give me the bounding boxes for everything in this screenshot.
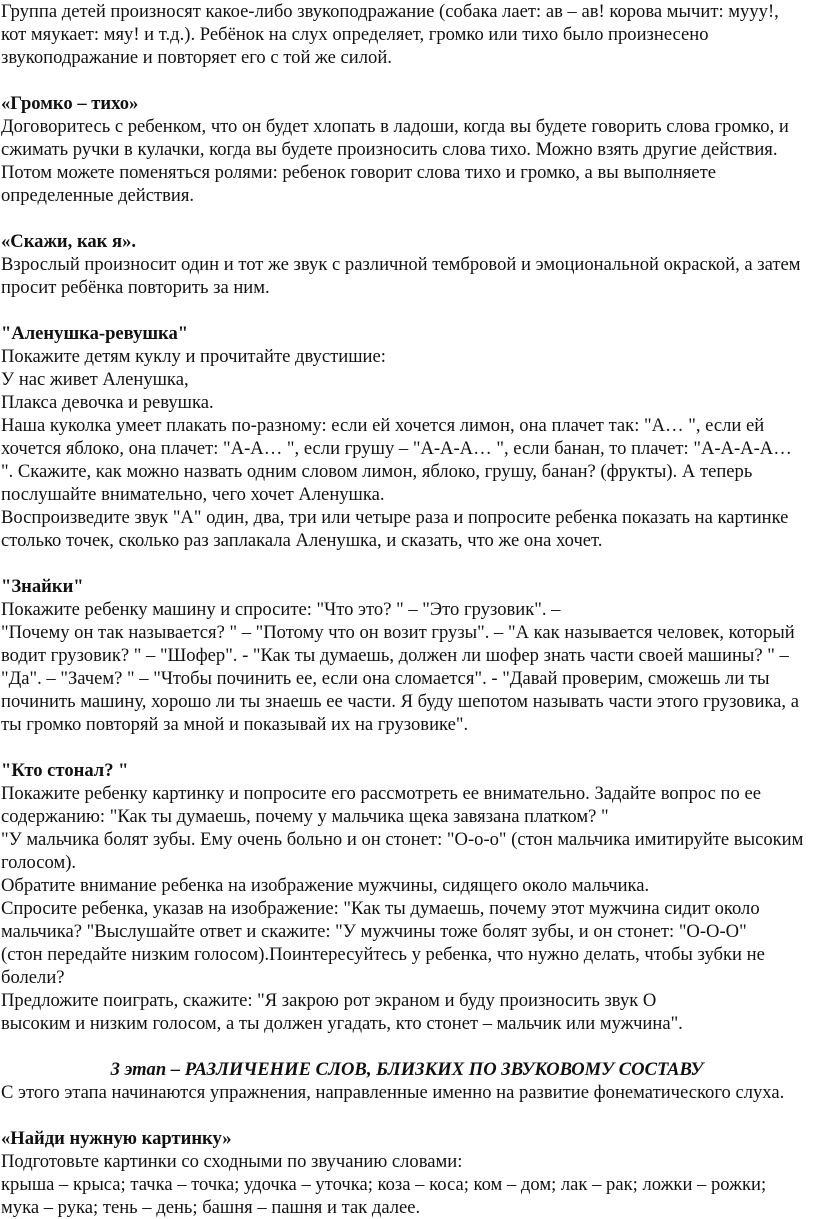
text-line: Договоритесь с ребенком, что он будет хлопать в ладоши, когда вы будете говорить слова громко, и — [1, 116, 789, 137]
game-title: "Знайки" — [1, 576, 84, 597]
text-line: Покажите ребенку картинку и попросите его рассмотреть ее внимательно. Задайте вопрос по ее — [1, 783, 761, 804]
text-line: "Почему он так называется? " – "Потому что он возит грузы". – "А как называется человек, который — [1, 622, 795, 643]
text-line: Группа детей произносят какое-либо звукоподражание (собака лает: ав – ав! корова мычит: мууу!, — [1, 1, 779, 22]
text-line: Потом можете поменяться ролями: ребенок говорит слова тихо и громко, а вы выполняете — [1, 162, 717, 183]
text-line: звукоподражание и повторяет его с той же силой. — [1, 47, 392, 68]
text-line: починить машину, хорошо ли ты знаешь ее части. Я буду шепотом называть части этого грузовика, а — [1, 691, 799, 712]
game-section-say-like-me — [1, 230, 813, 299]
game-title: «Найди нужную картинку» — [1, 1128, 232, 1149]
text-line: Подготовьте картинки со сходными по звучанию словами: — [1, 1151, 463, 1172]
intro-paragraph — [1, 0, 813, 69]
stage-3-section — [1, 1058, 813, 1104]
game-section-find-picture — [1, 1127, 813, 1219]
text-line: Спросите ребенка, указав на изображение: "Как ты думаешь, почему этот мужчина сидит около — [1, 898, 760, 919]
text-line: ты громко повторяй за мной и показывай их на грузовике". — [1, 714, 469, 735]
text-line: С этого этапа начинаются упражнения, направленные именно на развитие фонематического слуха. — [1, 1082, 785, 1103]
game-title: "Кто стонал? " — [1, 760, 129, 781]
text-line: крыша – крыса; тачка – точка; удочка – уточка; коза – коса; ком – дом; лак – рак; ложки – рожки; — [1, 1174, 767, 1195]
text-line: водит грузовик? " – "Шофер". - "Как ты думаешь, должен ли шофер знать части своей машины? " – — [1, 645, 789, 666]
text-line: хочется яблоко, она плачет: "А-А… ", если грушу – "А-А-А… ", если банан, то плачет: "А-А-А-А… — [1, 438, 792, 459]
text-line: Обратите внимание ребенка на изображение мужчины, сидящего около мальчика. — [1, 875, 650, 896]
text-line: Наша куколка умеет плакать по-разному: если ей хочется лимон, она плачет так: "А… ", если ей — [1, 415, 765, 436]
text-line: мальчика? "Выслушайте ответ и скажите: "У мужчины тоже болят зубы, и он стонет: "О-О-О" — [1, 921, 747, 942]
game-section-who-moaned — [1, 759, 813, 1035]
text-line: болели? — [1, 967, 65, 988]
game-title: «Скажи, как я». — [1, 231, 137, 252]
text-line: определенные действия. — [1, 185, 195, 206]
text-line: У нас живет Аленушка, — [1, 369, 189, 390]
text-line: сжимать ручки в кулачки, когда вы будете произносить слова тихо. Можно взять другие действия. — [1, 139, 778, 160]
text-line: кот мяукает: мяу! и т.д.). Ребёнок на слух определяет, громко или тихо было произнесено — [1, 24, 709, 45]
text-line: высоким и низким голосом, а ты должен угадать, кто стонет – мальчик или мужчина". — [1, 1013, 683, 1034]
text-line: "Да". – "Зачем? " – "Чтобы починить ее, если она сломается". - "Давай проверим, сможешь ли ты — [1, 668, 770, 689]
game-section-znayki — [1, 575, 813, 736]
text-line: Взрослый произносит один и тот же звук с различной тембровой и эмоциональной окраской, а затем — [1, 254, 801, 275]
text-line: послушайте внимательно, чего хочет Аленушка. — [1, 484, 385, 505]
text-line: просит ребёнка повторить за ним. — [1, 277, 270, 298]
text-line: Покажите ребенку машину и спросите: "Что это? " – "Это грузовик". – — [1, 599, 561, 620]
text-line: голосом). — [1, 852, 77, 873]
text-line: Предложите поиграть, скажите: "Я закрою рот экраном и буду произносить звук О — [1, 990, 657, 1011]
stage-heading: 3 этап – РАЗЛИЧЕНИЕ СЛОВ, БЛИЗКИХ ПО ЗВУКОВОМУ СОСТАВУ — [110, 1059, 704, 1080]
game-title: «Громко – тихо» — [1, 93, 139, 114]
text-line: столько точек, сколько раз заплакала Аленушка, и сказать, что же она хочет. — [1, 530, 603, 551]
text-line: Воспроизведите звук "А" один, два, три или четыре раза и попросите ребенка показать на картинке — [1, 507, 789, 528]
text-line: Плакса девочка и ревушка. — [1, 392, 214, 413]
text-line: ". Скажите, как можно назвать одним словом лимон, яблоко, грушу, банан? (фрукты). А теперь — [1, 461, 753, 482]
text-line: содержанию: "Как ты думаешь, почему у мальчика щека завязана платком? " — [1, 806, 609, 827]
text-line: Покажите детям куклу и прочитайте двустишие: — [1, 346, 386, 367]
game-title: "Аленушка-ревушка" — [1, 323, 189, 344]
game-section-alenushka — [1, 322, 813, 552]
text-line: (стон передайте низким голосом).Поинтересуйтесь у ребенка, что нужно делать, чтобы зубки не — [1, 944, 765, 965]
text-line: "У мальчика болят зубы. Ему очень больно и он стонет: "О-о-о" (стон мальчика имитируйте высоким — [1, 829, 804, 850]
text-line: мука – рука; тень – день; башня – пашня и так далее. — [1, 1197, 421, 1218]
game-section-loud-quiet — [1, 92, 813, 207]
